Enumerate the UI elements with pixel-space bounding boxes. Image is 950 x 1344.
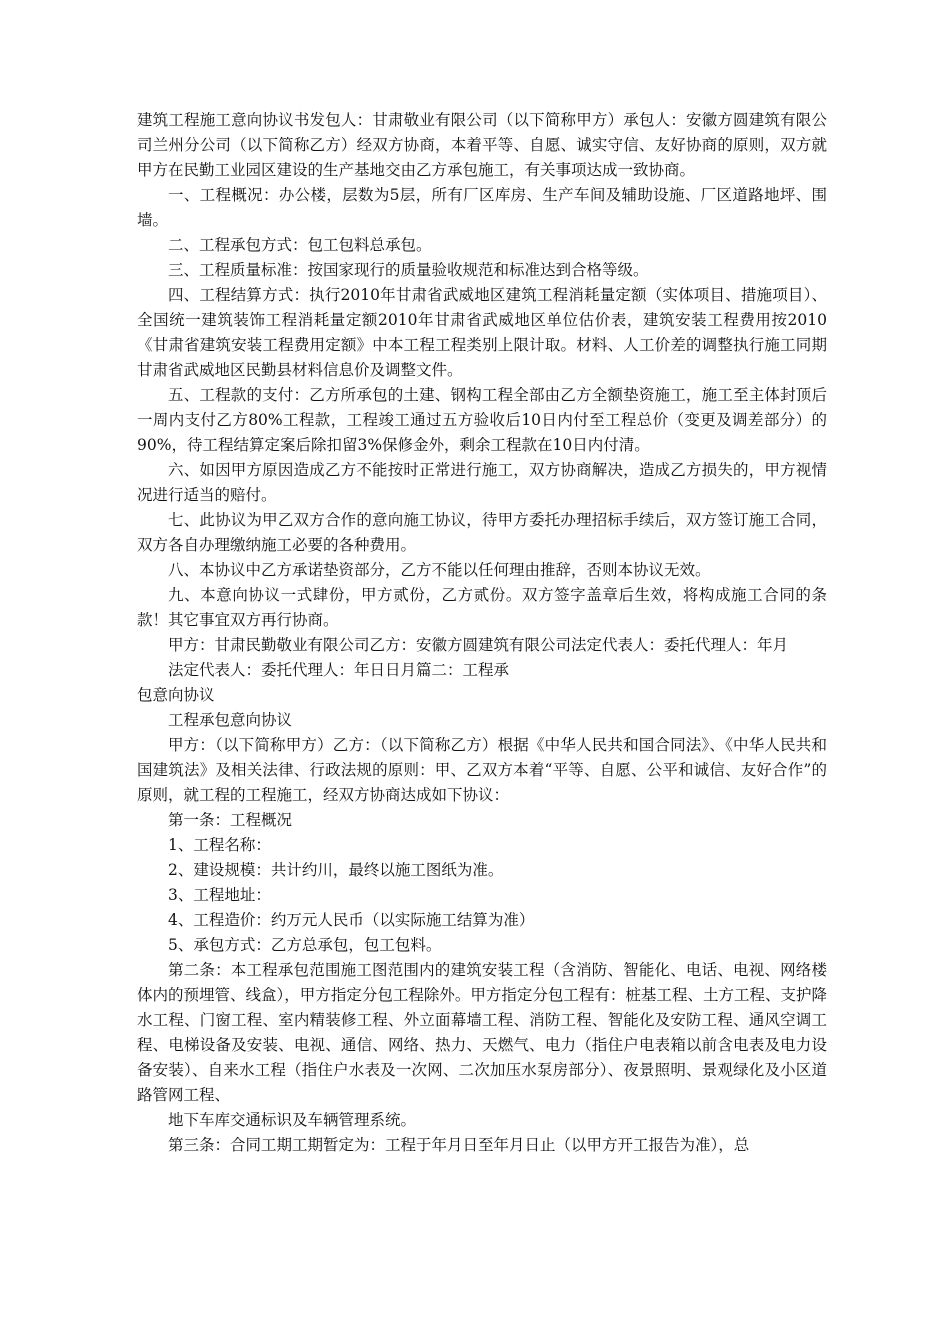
- paragraph-4: 四、工程结算方式：执行2010年甘肃省武威地区建筑工程消耗量定额（实体项目、措施项目）、全国统一建筑装饰工程消耗量定额2010年甘肃省武威地区单位估价表，建筑安装工程费用按2010《甘肃省建筑安装工程费用定额》中本工程工程类别上限计取。材料、人工价差的调整执行施工同期甘肃省武威地区民勤县材料信息价及调整文件。: [137, 286, 827, 379]
- paragraph-7: 七、此协议为甲乙双方合作的意向施工协议，待甲方委托办理招标手续后，双方签订施工合同，双方各自办理缴纳施工必要的各种费用。: [137, 511, 827, 554]
- paragraph-5: 五、工程款的支付：乙方所承包的土建、钢构工程全部由乙方全额垫资施工，施工至主体封顶后一周内支付乙方80%工程款，工程竣工通过五方验收后10日内付至工程总价（变更及调差部分）的90%，待工程结算定案后除扣留3%保修金外，剩余工程款在10日内付清。: [137, 386, 827, 454]
- paragraph-9: 九、本意向协议一式肆份，甲方贰份，乙方贰份。双方签字盖章后生效，将构成施工合同的条款！其它事宜双方再行协商。: [137, 586, 827, 629]
- article-3: 第三条：合同工期工期暂定为：工程于年月日至年月日止（以甲方开工报告为准），总: [168, 1136, 750, 1154]
- paragraph-2: 二、工程承包方式：包工包料总承包。: [168, 236, 432, 254]
- document-body: [137, 108, 827, 1158]
- agreement-title: 工程承包意向协议: [168, 711, 293, 729]
- article-1-heading: 第一条：工程概况: [168, 811, 293, 829]
- paragraph-6: 六、如因甲方原因造成乙方不能按时正常进行施工，双方协商解决，造成乙方损失的，甲方视情况进行适当的赔付。: [137, 461, 827, 504]
- paragraph-8: 八、本协议中乙方承诺垫资部分，乙方不能以任何理由推辞，否则本协议无效。: [168, 561, 711, 579]
- paragraph-1: 一、工程概况：办公楼，层数为5层，所有厂区库房、生产车间及辅助设施、厂区道路地坪、围墙。: [137, 186, 827, 229]
- article-1-item-3: 3、工程地址：: [168, 886, 271, 904]
- article-1-item-1: 1、工程名称：: [168, 836, 271, 854]
- article-1-item-4: 4、工程造价：约万元人民币（以实际施工结算为准）: [168, 911, 535, 929]
- agreement-preamble: 甲方：（以下简称甲方）乙方：（以下简称乙方）根据《中华人民共和国合同法》、《中华人民共和国建筑法》及相关法律、行政法规的原则：甲、乙双方本着“平等、自愿、公平和诚信、友好合作”的原则，就工程的工程施工，经双方协商达成如下协议：: [137, 736, 827, 804]
- section-two-heading-cont: 包意向协议: [137, 686, 215, 704]
- paragraph-3: 三、工程质量标准：按国家现行的质量验收规范和标准达到合格等级。: [168, 261, 649, 279]
- signature-block: 甲方：甘肃民勤敬业有限公司乙方：安徽方圆建筑有限公司法定代表人：委托代理人：年月: [168, 636, 789, 654]
- article-1-item-5: 5、承包方式：乙方总承包，包工包料。: [168, 936, 442, 954]
- article-2-cont: 地下车库交通标识及车辆管理系统。: [168, 1111, 417, 1129]
- article-1-item-2: 2、建设规模：共计约川，最终以施工图纸为准。: [168, 861, 504, 879]
- article-2: 第二条：本工程承包范围施工图范围内的建筑安装工程（含消防、智能化、电话、电视、网络楼体内的预埋管、线盒），甲方指定分包工程除外。甲方指定分包工程有：桩基工程、土方工程、支护降水工程、门窗工程、室内精装修工程、外立面幕墙工程、消防工程、智能化及安防工程、通风空调工程、电梯设备及安装、电视、通信、网络、热力、天燃气、电力（指住户电表箱以前含电表及电力设备安装）、自来水工程（指住户水表及一次网、二次加压水泵房部分）、夜景照明、景观绿化及小区道路管网工程、: [137, 961, 827, 1104]
- signature-block-2: 法定代表人：委托代理人：年日日月篇二：工程承: [168, 661, 510, 679]
- paragraph-intro: 建筑工程施工意向协议书发包人：甘肃敬业有限公司（以下简称甲方）承包人：安徽方圆建筑有限公司兰州分公司（以下简称乙方）经双方协商，本着平等、自愿、诚实守信、友好协商的原则，双方就甲方在民勤工业园区建设的生产基地交由乙方承包施工，有关事项达成一致协商。: [137, 111, 827, 179]
